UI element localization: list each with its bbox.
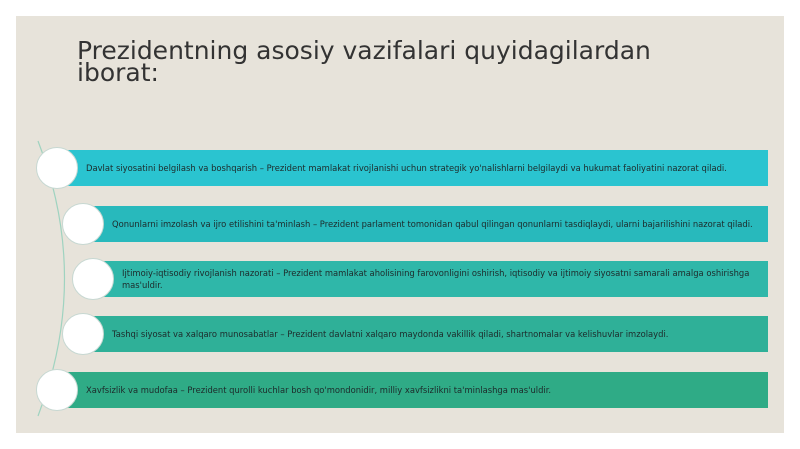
list-item-security xyxy=(59,372,768,408)
bullet-circle-icon xyxy=(62,313,104,355)
list-item-foreign-policy xyxy=(84,316,768,352)
list-item-text: Xavfsizlik va mudofaa – Prezident qurolli kuchlar bosh qo'mondonidir, milliy xavfsizlikni ta'minlashga mas'uldir. xyxy=(86,385,552,395)
list-item-laws xyxy=(84,206,768,242)
list-item-text: Qonunlarni imzolash va ijro etilishini ta'minlash – Prezident parlament tomonidan qabul qilingan qonunlarni tasdiqlaydi, ularni bajarilishini nazorat qiladi. xyxy=(112,219,753,229)
list-item-text: Tashqi siyosat va xalqaro munosabatlar – Prezident davlatni xalqaro maydonda vakillik qiladi, shartnomalar va kelishuvlar imzolaydi. xyxy=(112,329,669,339)
slide xyxy=(16,16,784,433)
bullet-circle-icon xyxy=(36,369,78,411)
list-item-socioeconomic xyxy=(94,261,768,297)
bullet-circle-icon xyxy=(36,147,78,189)
list-item-text: Ijtimoiy-iqtisodiy rivojlanish nazorati – Prezident mamlakat aholisining farovonligini oshirish, iqtisodiy va ijtimoiy siyosatni samarali amalga oshirishga mas'uldir. xyxy=(122,268,750,290)
bullet-circle-icon xyxy=(72,258,114,300)
list-item-text: Davlat siyosatini belgilash va boshqarish – Prezident mamlakat rivojlanishi uchun strategik yo'nalishlarni belgilaydi va hukumat faoliyatini nazorat qiladi. xyxy=(86,163,727,173)
bullet-circle-icon xyxy=(62,203,104,245)
slide-title: Prezidentning asosiy vazifalari quyidagilardan iborat: xyxy=(77,36,651,87)
list-item-policy xyxy=(59,150,768,186)
